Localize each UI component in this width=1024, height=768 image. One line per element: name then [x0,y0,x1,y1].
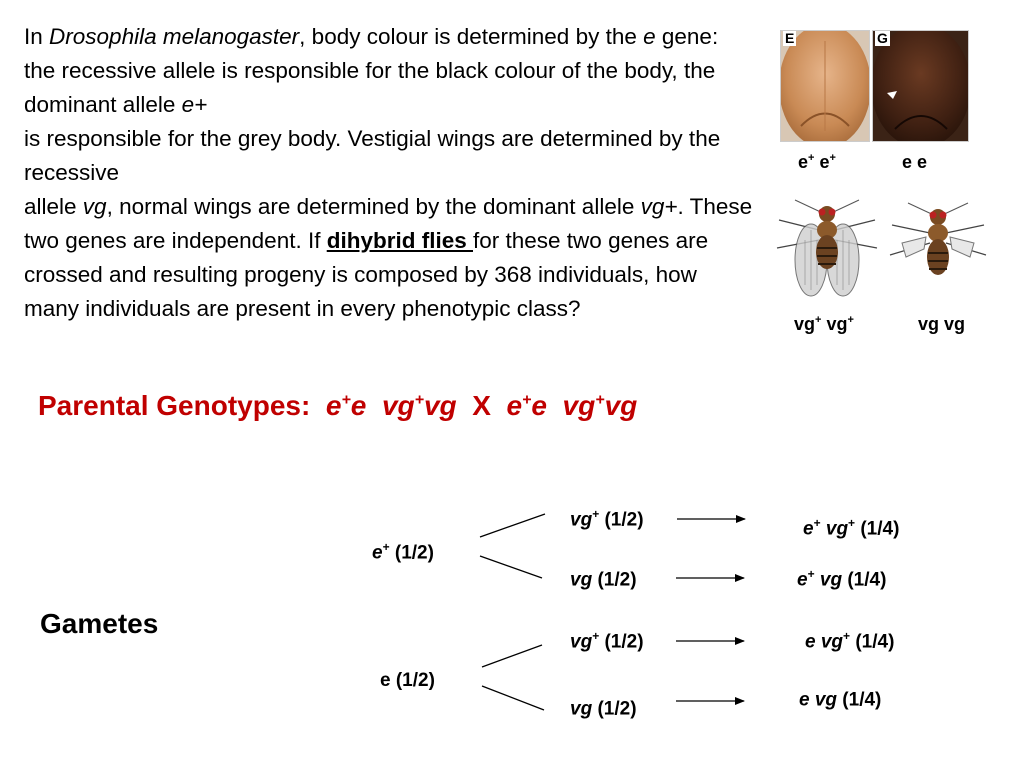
parent-1-genotype: e+e vg+vg [325,390,457,421]
dihybrid-emphasis: dihybrid flies [326,228,473,253]
question-text-part: allele [24,194,83,219]
question-text-part: In [24,24,50,49]
panel-letter-e: E [785,30,795,46]
parent-2-genotype: e+e vg+vg [506,390,638,421]
branch-line [482,686,544,710]
gametes-title: Gametes [40,608,159,639]
branch-gamete: vg (1/2) [570,698,637,720]
gamete-e: e (1/2) [380,670,435,691]
allele-name: vg [82,194,107,219]
branch-line [482,645,542,667]
branch-gamete: vg (1/2) [570,569,637,591]
panel-letter-g: G [877,30,888,46]
label-vestigial-wings: vg vg [918,314,966,334]
species-name: Drosophila melanogaster [49,24,300,49]
allele-name: vg+ [640,194,678,219]
question-text-part: . These two genes are independent. If [24,194,753,253]
question-text-part: , body colour is determined by the [299,24,637,49]
allele-name: e+ [181,92,208,117]
result-gamete: e vg (1/4) [799,689,882,711]
question-paragraph-2: is responsible for the grey body. Vestigial wings are determined by the recessive [24,126,721,185]
result-gamete: e+ vg (1/4) [797,567,887,591]
question-text-part: gene: the recessive allele is responsible for the black colour of the body, the dominant allele [24,24,719,117]
question-text-part: for these two genes are crossed and resulting progeny is composed by 368 individuals, how many individuals are present in every phenotypic class? [24,228,709,321]
question-text-part: , normal wings are determined by the dominant allele [106,194,635,219]
cross-symbol: X [472,390,491,421]
branch-gamete: vg+ (1/2) [570,629,644,653]
label-wild-type-body: e+ e+ [798,152,836,172]
gene-name: e [643,24,656,49]
label-normal-wings: vg+ vg+ [794,314,854,334]
result-gamete: e+ vg+ (1/4) [803,516,900,540]
branch-line [480,556,542,578]
branch-line [480,514,545,537]
branch-gamete: vg+ (1/2) [570,507,644,531]
gamete-e-plus: e+ (1/2) [372,540,434,564]
label-black-body: e e [902,152,928,172]
result-gamete: e vg+ (1/4) [805,629,895,653]
parental-label: Parental Genotypes: [38,390,311,421]
